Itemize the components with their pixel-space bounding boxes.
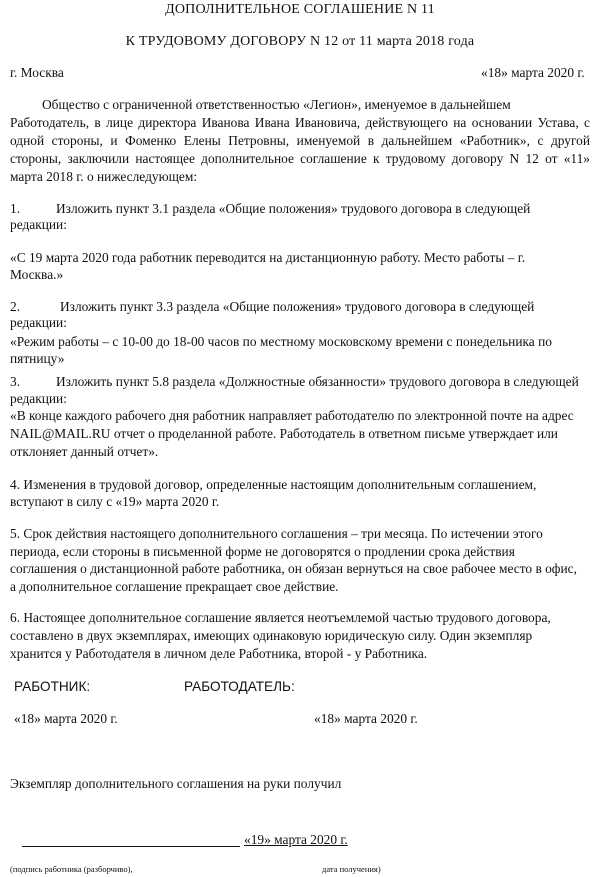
clause-text: составлено в двух экземплярах, имеющих одинаковую юридическую силу. Один экземпляр bbox=[10, 628, 533, 643]
document-date: «18» марта 2020 г. bbox=[481, 65, 585, 80]
preamble-line: стороны, заключили настоящее дополнительное соглашение к трудовому договору N 12 от «11» bbox=[10, 151, 590, 166]
document-subtitle: К ТРУДОВОМУ ДОГОВОРУ N 12 от 11 марта 2018 года bbox=[125, 34, 475, 49]
clause-heading-cont: редакции: bbox=[10, 217, 67, 232]
clause-number: 2. bbox=[10, 299, 21, 314]
clause-text: «В конце каждого рабочего дня работник направляет работодателю по электронной почте на адрес bbox=[10, 408, 574, 423]
clause-text: хранится у Работодателя в личном деле Работника, второй - у Работника. bbox=[10, 646, 428, 661]
clause-heading-cont: редакции: bbox=[10, 391, 67, 406]
preamble-line: одной стороны, и Фоменко Елены Петровны, именуемой в дальнейшем «Работник», с другой bbox=[10, 133, 590, 148]
preamble-line: Общество с ограниченной ответственностью «Легион», именуемое в дальнейшем bbox=[42, 97, 511, 112]
caption-signature: (подпись работника (разборчиво), bbox=[10, 864, 133, 874]
clause-text: Москва.» bbox=[10, 267, 64, 282]
clause-text: пятницу» bbox=[10, 351, 65, 366]
clause-text: вступают в силу с «19» марта 2020 г. bbox=[10, 494, 220, 509]
clause-text: периода, если стороны в письменной форме не договорятся о продлении срока действия bbox=[10, 544, 515, 559]
receipt-date: «19» марта 2020 г. bbox=[244, 832, 348, 847]
employer-label: РАБОТОДАТЕЛЬ: bbox=[184, 679, 295, 694]
clause-number: 1. bbox=[10, 201, 21, 216]
preamble-line: Работодатель, в лице директора Иванова Ивана Ивановича, действующего на основании Устава, с bbox=[10, 115, 590, 130]
clause-text: 5. Срок действия настоящего дополнительного соглашения – три месяца. По истечении этого bbox=[10, 526, 543, 541]
employee-sign-date: «18» марта 2020 г. bbox=[14, 711, 118, 726]
employer-sign-date: «18» марта 2020 г. bbox=[314, 711, 418, 726]
clause-text: NAIL@MAIL.RU отчет о проделанной работе. Работодатель в ответном письме утверждает или bbox=[10, 426, 558, 441]
preamble-line: марта 2018 г. о нижеследующем: bbox=[10, 169, 198, 184]
clause-heading: Изложить пункт 5.8 раздела «Должностные обязанности» трудового договора в следующей bbox=[56, 374, 579, 389]
clause-heading: Изложить пункт 3.1 раздела «Общие положения» трудового договора в следующей bbox=[56, 201, 531, 216]
clause-number: 3. bbox=[10, 374, 21, 389]
clause-heading: Изложить пункт 3.3 раздела «Общие положения» трудового договора в следующей bbox=[60, 299, 535, 314]
clause-text: соглашения о дистанционной работе работника, он обязан вернуться на свое рабочее место в офис, bbox=[10, 561, 577, 576]
clause-heading-cont: редакции: bbox=[10, 315, 67, 330]
clause-text: 4. Изменения в трудовой договор, определенные настоящим дополнительным соглашением, bbox=[10, 477, 537, 492]
clause-text: «С 19 марта 2020 года работник переводится на дистанционную работу. Место работы – г. bbox=[10, 250, 526, 265]
city: г. Москва bbox=[10, 65, 64, 80]
caption-date: дата получения) bbox=[322, 864, 381, 874]
receipt-text: Экземпляр дополнительного соглашения на руки получил bbox=[10, 776, 342, 791]
document-title: ДОПОЛНИТЕЛЬНОЕ СОГЛАШЕНИЕ N 11 bbox=[165, 2, 435, 17]
clause-text: «Режим работы – с 10-00 до 18-00 часов по местному московскому времени с понедельника по bbox=[10, 334, 552, 349]
employee-label: РАБОТНИК: bbox=[14, 679, 91, 694]
clause-text: отклоняет данный отчет». bbox=[10, 444, 159, 459]
signature-line bbox=[22, 846, 240, 847]
clause-text: а дополнительное соглашение прекращает свое действие. bbox=[10, 579, 339, 594]
clause-text: 6. Настоящее дополнительное соглашение является неотъемлемой частью трудового договора, bbox=[10, 610, 551, 625]
